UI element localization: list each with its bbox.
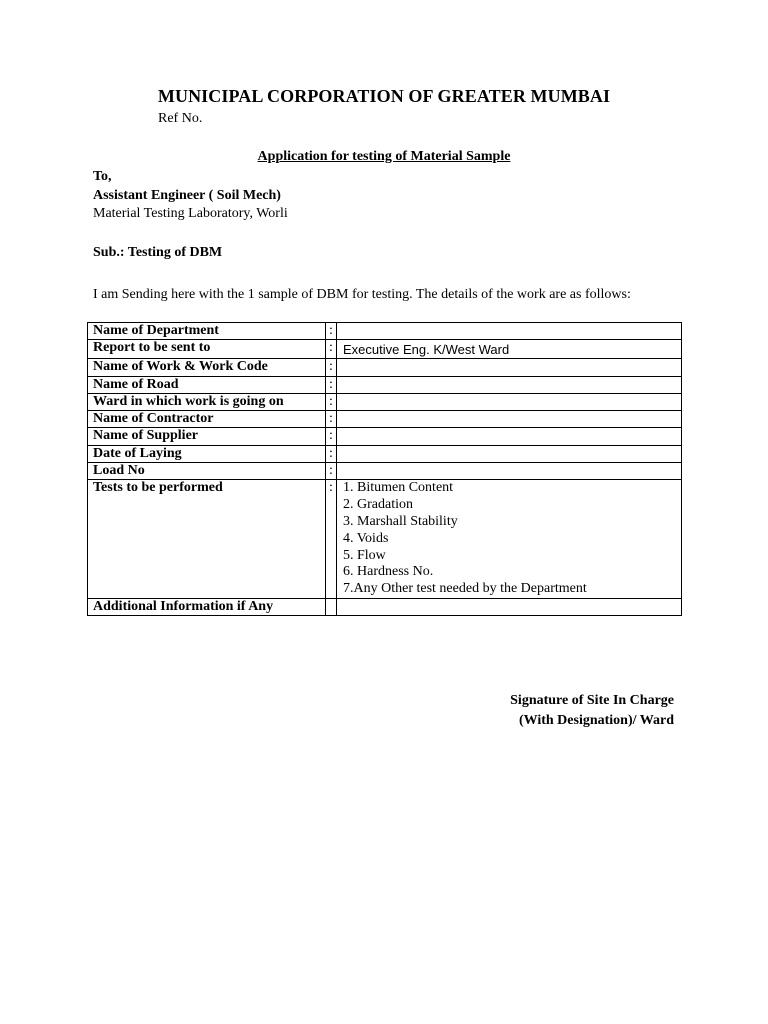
row-separator: : — [326, 359, 337, 376]
table-row — [88, 393, 682, 410]
row-value — [337, 393, 682, 410]
application-title: Application for testing of Material Sample — [257, 149, 511, 164]
tests-cell — [337, 480, 682, 599]
subject-line: Sub.: Testing of DBM — [93, 245, 223, 260]
table-row — [88, 445, 682, 462]
row-separator: : — [326, 376, 337, 393]
signature-title: Signature of Site In Charge — [510, 693, 674, 708]
row-value — [337, 463, 682, 480]
row-label: Date of Laying — [88, 445, 326, 462]
row-value — [337, 359, 682, 376]
row-label: Name of Work & Work Code — [88, 359, 326, 376]
row-value — [337, 323, 682, 340]
row-label: Name of Road — [88, 376, 326, 393]
list-item: 3. Marshall Stability — [343, 513, 458, 529]
list-item: 2. Gradation — [343, 497, 413, 513]
list-item: 4. Voids — [343, 530, 389, 546]
details-table — [87, 322, 682, 616]
additional-info-row — [88, 598, 682, 615]
list-item: 1. Bitumen Content — [343, 480, 454, 496]
list-item: 7.Any Other test needed by the Department — [343, 581, 587, 597]
list-item: 5. Flow — [343, 547, 386, 563]
row-separator: : — [326, 323, 337, 340]
row-label: Name of Contractor — [88, 411, 326, 428]
row-separator: : — [326, 463, 337, 480]
tests-list — [343, 480, 681, 598]
additional-info-value — [337, 598, 682, 615]
row-separator: : — [326, 428, 337, 445]
row-value — [337, 411, 682, 428]
row-label: Ward in which work is going on — [88, 393, 326, 410]
row-separator: : — [326, 393, 337, 410]
to-line: To, — [93, 169, 112, 184]
table-row — [88, 340, 682, 359]
addressee-lab: Material Testing Laboratory, Worli — [93, 206, 288, 221]
list-item: 6. Hardness No. — [343, 564, 434, 580]
additional-info-label: Additional Information if Any — [88, 598, 326, 615]
row-label: Load No — [88, 463, 326, 480]
row-label: Name of Department — [88, 323, 326, 340]
row-value — [337, 376, 682, 393]
organization-title: MUNICIPAL CORPORATION OF GREATER MUMBAI — [157, 86, 611, 106]
tests-label: Tests to be performed — [88, 480, 326, 599]
row-label: Report to be sent to — [88, 340, 326, 359]
row-separator — [326, 598, 337, 615]
ref-no-label: Ref No. — [158, 111, 203, 126]
row-label: Name of Supplier — [88, 428, 326, 445]
table-row — [88, 359, 682, 376]
signature-designation: (With Designation)/ Ward — [518, 713, 674, 728]
row-value — [337, 428, 682, 445]
intro-paragraph: I am Sending here with the 1 sample of DBM for testing. The details of the work are as follows: — [93, 287, 631, 302]
row-separator: : — [326, 445, 337, 462]
table-row — [88, 376, 682, 393]
row-value-text: Executive Eng. K/West Ward — [343, 342, 510, 358]
table-row — [88, 411, 682, 428]
tests-row — [88, 480, 682, 599]
row-separator: : — [326, 340, 337, 359]
addressee-title: Assistant Engineer ( Soil Mech) — [93, 188, 281, 203]
row-value — [337, 445, 682, 462]
table-row — [88, 428, 682, 445]
table-row — [88, 323, 682, 340]
row-value — [337, 340, 682, 359]
table-row — [88, 463, 682, 480]
row-separator: : — [326, 480, 337, 599]
row-separator: : — [326, 411, 337, 428]
